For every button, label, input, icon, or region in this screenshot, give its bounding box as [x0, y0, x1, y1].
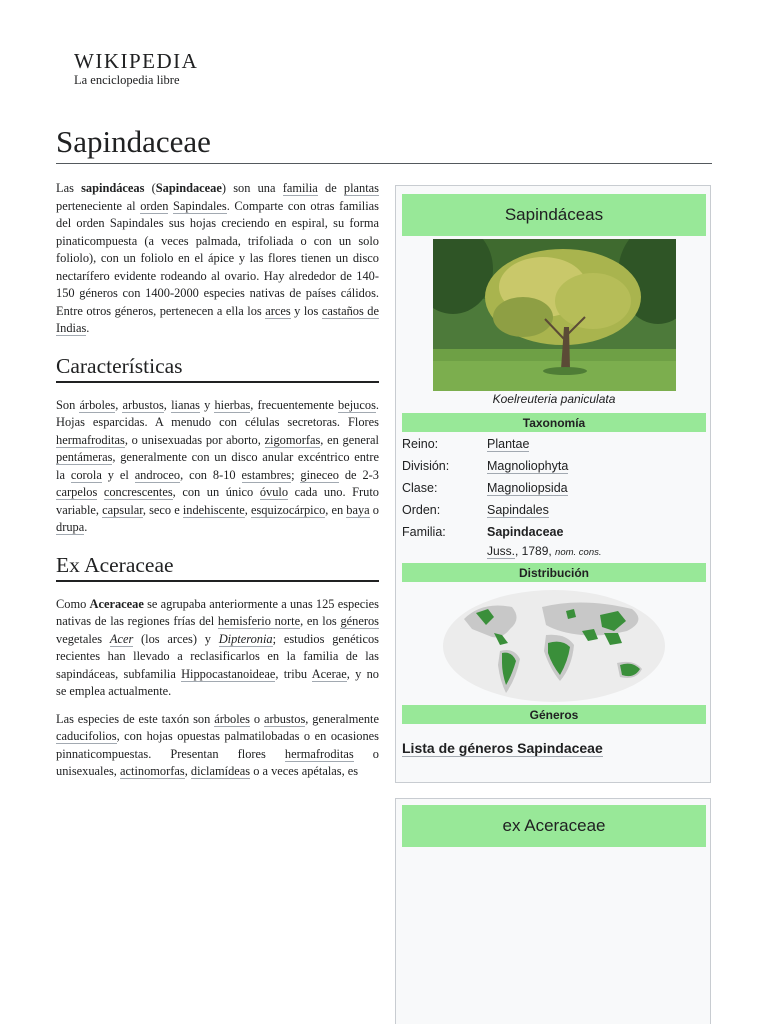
taxonomy-row-familia	[402, 522, 706, 542]
row-value: Sapindaceae	[487, 525, 564, 539]
link-indehiscente[interactable]: indehiscente	[182, 502, 245, 517]
link-plantas[interactable]: plantas	[343, 181, 379, 195]
link-arboles-2[interactable]: árboles	[214, 711, 250, 726]
link-ovulo[interactable]: óvulo	[259, 485, 289, 499]
link-arboles[interactable]: árboles	[79, 397, 116, 412]
link-caducifolios[interactable]: caducifolios	[56, 729, 117, 743]
wikipedia-logo[interactable]	[74, 50, 198, 87]
taxon-authority	[487, 544, 602, 558]
infobox-title: Sapindáceas	[402, 194, 706, 236]
link-zigomorfas[interactable]: zigomorfas	[264, 432, 321, 447]
link-carpelos[interactable]: carpelos	[56, 485, 98, 499]
row-label: Clase:	[402, 481, 438, 495]
row-value-link[interactable]: Magnoliophyta	[487, 459, 569, 473]
link-acerae[interactable]: Acerae	[311, 666, 347, 681]
link-acer[interactable]: Acer	[109, 631, 134, 646]
caracteristicas-paragraph: Son árboles, arbustos, lianas y hierbas, frecuentemente bejucos. Hojas esparcidas. A menudo con células secretoras. Flores hermafroditas, o unisexuadas por aborto, zigomorfas, en general pentámeras, generalmente con un disco anular excéntrico entre la corola y el androceo, con 8-10 estambres; gineceo de 2-3 carpelos concrescentes, con un único óvulo cada uno. Fruto variable, capsular, seco e indehiscente, esquizocárpico, en baya o drupa.	[56, 397, 380, 534]
link-estambres[interactable]: estambres	[241, 467, 292, 482]
link-generos[interactable]: géneros	[340, 614, 379, 628]
ex-aceraceae-paragraph-1: Como Aceraceae se agrupaba anteriormente a unas 125 especies nativas de las regiones frías del hemisferio norte, en los géneros vegetales Acer (los arces) y Dipteronia; estudios genéticos recientes han llevado a reclasificarlos en la familia de las sapindáceas, subfamilia Hippocastanoideae, tribu Acerae, y no se emplea actualmente.	[56, 596, 380, 698]
authority-note: nom. cons.	[555, 547, 602, 558]
link-castanos-de-indias[interactable]: castaños de Indias	[56, 303, 379, 335]
page-title: Sapindaceae	[56, 122, 712, 164]
link-corola[interactable]: corola	[70, 467, 102, 482]
image-caption: Koelreuteria paniculata	[492, 392, 616, 406]
link-capsular[interactable]: capsular	[102, 502, 143, 517]
link-drupa[interactable]: drupa	[56, 520, 85, 534]
taxonomy-row-division	[402, 456, 706, 476]
logo-tagline: La enciclopedia libre	[74, 73, 180, 87]
link-concrescentes[interactable]: concrescentes	[103, 485, 173, 499]
heading-caracteristicas: Características	[56, 352, 379, 383]
taxobox	[395, 185, 711, 783]
link-esquizocarpico[interactable]: esquizocárpico	[250, 502, 326, 517]
link-bejucos[interactable]: bejucos	[338, 397, 376, 412]
link-baya[interactable]: baya	[346, 502, 370, 517]
row-label: Reino:	[402, 437, 439, 451]
link-arbustos-2[interactable]: arbustos	[263, 711, 306, 726]
heading-ex-aceraceae: Ex Aceraceae	[56, 551, 379, 582]
link-arces[interactable]: arces	[265, 303, 291, 318]
row-label: Orden:	[402, 503, 441, 517]
taxobox-ex-aceraceae	[395, 798, 711, 1024]
authority-link[interactable]: Juss.	[487, 544, 516, 558]
link-diclamideas[interactable]: diclamídeas	[190, 764, 251, 778]
link-androceo[interactable]: androceo	[134, 467, 181, 482]
link-hermafroditas[interactable]: hermafroditas	[56, 432, 125, 447]
row-value-link[interactable]: Magnoliopsida	[487, 481, 568, 495]
tree-photo-image[interactable]	[433, 239, 676, 391]
link-pentameras[interactable]: pentámeras	[56, 450, 113, 464]
link-hemisferio-norte[interactable]: hemisferio norte	[217, 614, 301, 628]
link-lianas[interactable]: lianas	[171, 397, 200, 412]
taxonomy-row-reino	[402, 434, 706, 454]
taxonomy-row-clase	[402, 478, 706, 498]
row-value-link[interactable]: Sapindales	[487, 503, 549, 517]
link-orden[interactable]: orden	[140, 198, 169, 213]
row-label: Familia:	[402, 525, 446, 539]
intro-paragraph: Las sapindáceas (Sapindaceae) son una familia de plantas perteneciente al orden Sapindales. Comparte con otras familias del orden Sapindales sus hojas creciendo en espiral, su forma pinaticompuesta (a veces palmada, trifoliada o con un solo foliolo), con un foliolo en el ápice y las flores tienen un disco nectarífero evidente rodeando al ovario. Hay alrededor de 140-150 géneros con 1400-2000 especies nativas de países cálidos. Entre otros géneros, pertenecen a ella los arces y los castaños de Indias.	[56, 181, 379, 335]
genera-list-link-container	[402, 740, 603, 756]
genera-header: Géneros	[402, 705, 706, 724]
link-arbustos[interactable]: arbustos	[122, 397, 164, 412]
link-dipteronia[interactable]: Dipteronia	[218, 631, 273, 646]
link-hermafroditas-2[interactable]: hermafroditas	[284, 746, 354, 761]
row-label: División:	[402, 459, 450, 473]
link-gineceo[interactable]: gineceo	[300, 467, 339, 482]
ex-aceraceae-paragraph-2: Las especies de este taxón son árboles o arbustos, generalmente caducifolios, con hojas opuestas palmatilobadas o en ocasiones pinnaticompuestas. Presentan flores hermafroditas o unisexuales, actinomorfas, diclamídeas o a veces apétalas, es	[56, 711, 379, 778]
infobox2-title: ex Aceraceae	[402, 805, 706, 847]
authority-year: , 1789,	[515, 544, 556, 558]
link-familia[interactable]: familia	[282, 181, 318, 195]
taxonomy-header: Taxonomía	[402, 413, 706, 432]
logo-wordmark: WIKIPEDIA	[74, 49, 199, 73]
link-hierbas[interactable]: hierbas	[214, 397, 251, 412]
distribution-header: Distribución	[402, 563, 706, 582]
article-body	[56, 180, 379, 791]
link-actinomorfas[interactable]: actinomorfas	[120, 764, 185, 778]
taxonomy-row-orden	[402, 500, 706, 520]
genera-list-link[interactable]: Lista de géneros Sapindaceae	[402, 740, 603, 756]
distribution-map-image[interactable]	[442, 589, 666, 703]
link-sapindales[interactable]: Sapindales	[173, 198, 227, 213]
link-hippocastanoideae[interactable]: Hippocastanoideae	[181, 666, 276, 681]
row-value-link[interactable]: Plantae	[487, 437, 530, 451]
